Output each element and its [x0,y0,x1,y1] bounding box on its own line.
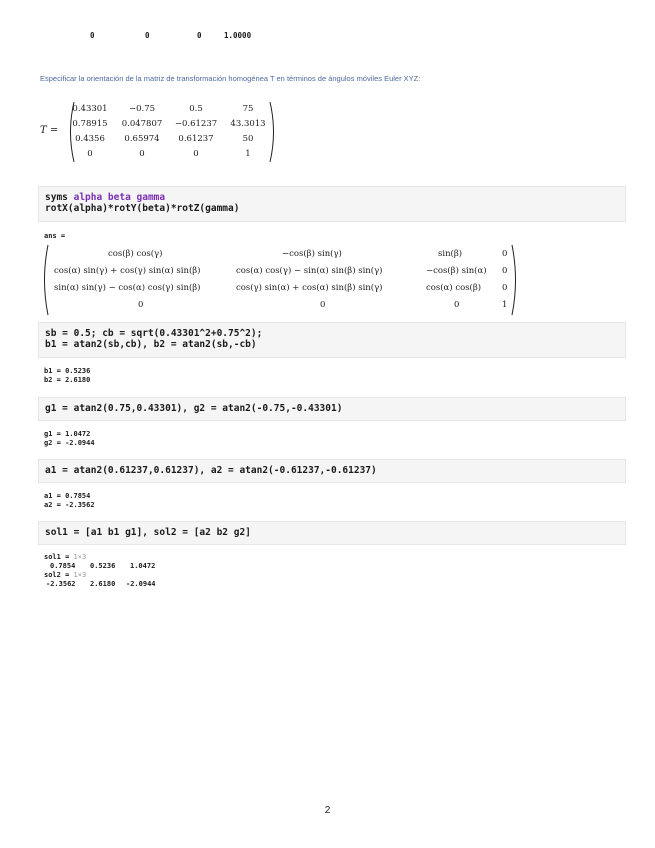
matrix-cell: 1 [502,300,508,310]
matrix-cell: 75 [242,104,254,114]
right-paren [510,244,520,316]
output-line: b2 = 2.6180 [44,376,91,384]
matrix-cell: 0 [502,283,508,293]
matrix-cell: 0.61237 [178,134,214,144]
sol2-values [44,580,156,589]
sol1-header [44,553,86,562]
matrix-cell: cos(α) sin(γ) + cos(γ) sin(α) sin(β) [54,266,201,276]
matrix-cell: −0.61237 [174,119,218,129]
sol2-header [44,571,86,580]
value-cell: 0.7854 [50,562,76,570]
left-paren [40,244,50,316]
symbolic-rotation-matrix [40,244,520,319]
matrix-cell: 1 [245,149,251,159]
value-cell: 0.5236 [90,562,116,570]
matrix-cell: 0.78915 [72,119,108,129]
matrix-cell: sin(α) sin(γ) − cos(α) cos(γ) sin(β) [54,283,201,293]
matrix-label: T = [40,125,59,136]
code-line: b1 = atan2(sb,cb), b2 = atan2(sb,-cb) [45,339,257,350]
matrix-cell: 0 [502,249,508,259]
output-line: b1 = 0.5236 [44,367,91,375]
output-value: 0 [90,31,95,40]
matrix-cell: sin(β) [438,249,463,259]
instruction-text: Especificar la orientación de la matriz de transformación homogénea T en términos de ángulos móviles Euler XYZ: [40,74,421,83]
code-cell-solutions[interactable] [38,521,626,545]
code-keyword: syms [45,192,74,203]
output-value: 0 [197,31,202,40]
matrix-cell: 0 [502,266,508,276]
previous-output-row [0,31,655,43]
code-line: g1 = atan2(0.75,0.43301), g2 = atan2(-0.75,-0.43301) [45,403,343,414]
output-line: a1 = 0.7854 [44,492,91,500]
ans-label: ans = [44,232,66,240]
matrix-cell: 0.43301 [72,104,108,114]
matrix-cell: 0 [139,149,145,159]
matrix-cell: 0 [87,149,93,159]
matrix-cell: 0.047807 [121,119,163,129]
output-beta [44,367,90,385]
code-cell-gamma[interactable] [38,397,626,421]
code-line: sb = 0.5; cb = sqrt(0.43301^2+0.75^2); [45,328,263,339]
value-cell: 1.0472 [130,562,156,570]
dimension-label: 1×3 [73,553,87,561]
page-number: 2 [324,805,331,816]
code-line: a1 = atan2(0.61237,0.61237), a2 = atan2(-0.61237,-0.61237) [45,465,377,476]
matrix-cell: 0.4356 [75,134,105,144]
output-alpha [44,492,95,510]
code-line: rotX(alpha)*rotY(beta)*rotZ(gamma) [45,203,240,214]
matrix-cell: cos(α) cos(β) [426,283,482,293]
output-line: a2 = -2.3562 [44,501,95,509]
value-cell: -2.3562 [46,580,76,588]
matrix-cell: 0 [138,300,144,310]
matrix-cell: 0 [320,300,326,310]
matrix-cell: 0.65974 [124,134,160,144]
matrix-cell: −cos(β) sin(γ) [282,249,342,259]
code-cell-syms[interactable] [38,186,626,222]
matrix-cell: cos(α) cos(γ) − sin(α) sin(β) sin(γ) [236,266,383,276]
matrix-cell: 50 [242,134,254,144]
value-cell: 2.6180 [90,580,116,588]
matrix-cell: −0.75 [128,104,156,114]
output-line: g2 = -2.0944 [44,439,95,447]
matrix-cell: cos(γ) sin(α) + cos(α) sin(β) sin(γ) [236,283,383,293]
code-cell-alpha[interactable] [38,459,626,483]
transform-matrix-equation [40,101,300,163]
code-symbols: alpha beta gamma [73,192,166,203]
variable-label: sol1 = [44,553,74,561]
code-cell-beta[interactable] [38,322,626,358]
matrix-cell: 0.5 [189,104,203,114]
output-value: 1.0000 [224,31,252,40]
matrix-cell: 0 [193,149,199,159]
solutions-output [44,553,156,589]
dimension-label: 1×3 [73,571,87,579]
sol1-values [44,562,156,571]
output-line: g1 = 1.0472 [44,430,91,438]
output-value: 0 [145,31,150,40]
value-cell: -2.0944 [126,580,156,588]
code-line [45,192,619,203]
output-gamma [44,430,95,448]
matrix-cell: 43.3013 [230,119,266,129]
variable-label: sol2 = [44,571,74,579]
matrix-cell: 0 [454,300,460,310]
matrix-cell: cos(β) cos(γ) [108,249,163,259]
matrix-cell: −cos(β) sin(α) [426,266,487,276]
code-line: sol1 = [a1 b1 g1], sol2 = [a2 b2 g2] [45,527,251,538]
